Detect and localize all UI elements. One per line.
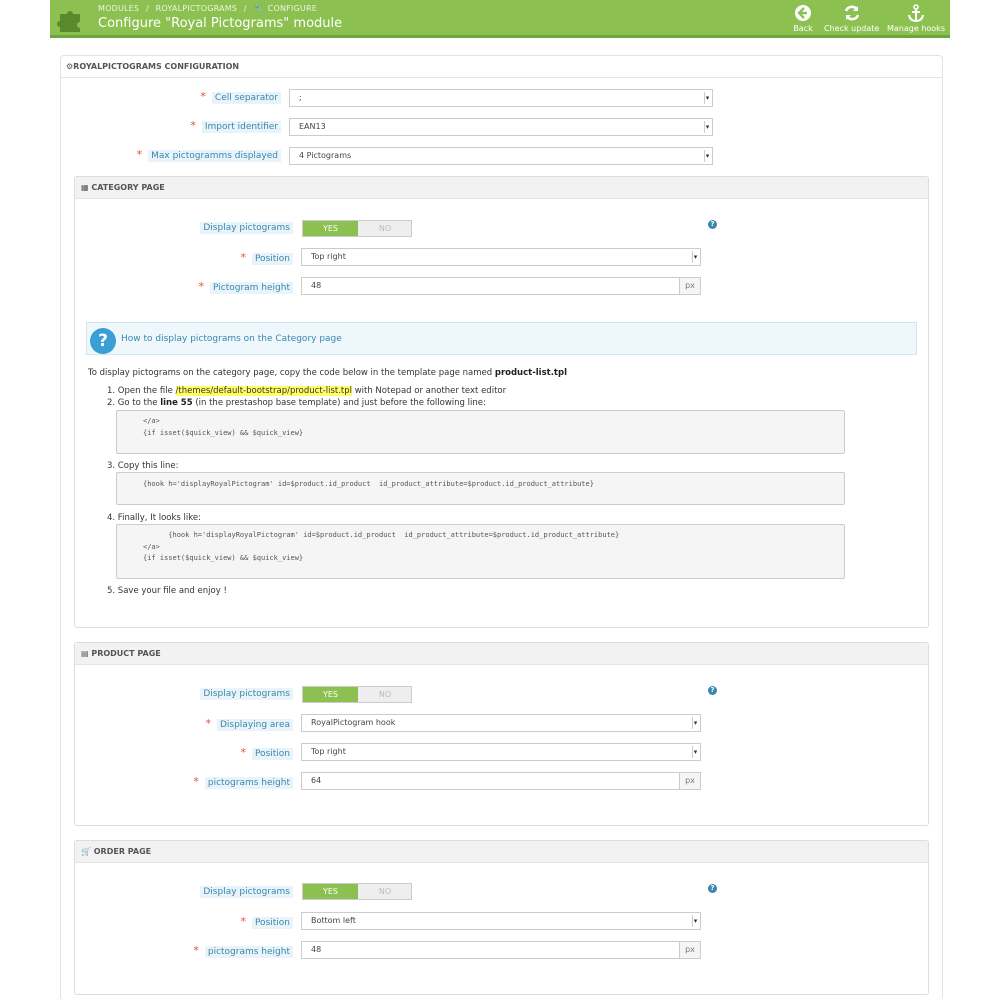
product-height-input[interactable]: 64 xyxy=(301,772,681,790)
info-alert-title: How to display pictograms on the Category page xyxy=(121,334,342,344)
code-block-1: </a> {if isset($quick_view) && $quick_view} xyxy=(116,410,845,454)
breadcrumb-modules[interactable]: MODULES xyxy=(98,4,140,13)
product-position-label: * Position xyxy=(240,746,293,759)
product-page-panel xyxy=(74,642,929,826)
chevron-down-icon: ▾ xyxy=(693,253,698,261)
help-intro: To display pictograms on the category page, copy the code below in the template page named product-list.tpl xyxy=(88,368,567,378)
order-display-switch[interactable] xyxy=(302,883,412,900)
help-step-3: 3. Copy this line: xyxy=(107,461,179,471)
order-height-label: * pictograms height xyxy=(193,944,293,957)
chevron-down-icon: ▾ xyxy=(693,917,698,925)
order-height-input[interactable]: 48 xyxy=(301,941,681,959)
back-label: Back xyxy=(793,24,813,33)
unit-addon: px xyxy=(679,941,701,959)
manage-hooks-label: Manage hooks xyxy=(887,24,945,33)
wrench-icon: 🔧 xyxy=(253,4,264,13)
check-update-button[interactable] xyxy=(824,4,879,33)
order-position-label: * Position xyxy=(240,915,293,928)
category-display-label: Display pictograms xyxy=(200,223,293,233)
cell-separator-select[interactable]: ; ▾ xyxy=(289,89,713,107)
anchor-icon xyxy=(906,4,926,22)
help-icon[interactable]: ? xyxy=(708,884,717,893)
chevron-down-icon: ▾ xyxy=(705,123,710,131)
switch-no[interactable]: NO xyxy=(378,224,392,233)
help-step-1: 1. Open the file /themes/default-bootstrap/product-list.tpl with Notepad or another text editor xyxy=(107,386,507,396)
grid-icon: ▦ xyxy=(81,183,92,192)
product-area-select[interactable]: RoyalPictogram hook ▾ xyxy=(301,714,701,732)
category-position-label: * Position xyxy=(240,251,293,264)
help-icon[interactable]: ? xyxy=(708,220,717,229)
manage-hooks-button[interactable] xyxy=(887,4,945,33)
product-panel-heading: ▤ PRODUCT PAGE xyxy=(75,643,928,665)
gears-icon: ⚙ xyxy=(66,62,74,71)
check-update-label: Check update xyxy=(824,24,880,33)
product-height-label: * pictograms height xyxy=(193,775,293,788)
chevron-down-icon: ▾ xyxy=(705,152,710,160)
puzzle-icon xyxy=(56,4,86,34)
back-circle-icon xyxy=(793,4,813,22)
divider xyxy=(61,77,942,78)
code-block-3: {hook h='displayRoyalPictogram' id=$product.id_product id_product_attribute=$product.id_product_attribute} </a> {if isset($quick_view) && $quick_view} xyxy=(116,524,845,579)
order-panel-heading: 🛒 ORDER PAGE xyxy=(75,841,928,863)
category-height-input[interactable]: 48 xyxy=(301,277,681,295)
cell-separator-label: * Cell separator xyxy=(200,90,281,103)
back-button[interactable] xyxy=(793,4,813,33)
book-icon: ▤ xyxy=(81,649,92,658)
breadcrumb-royalpictograms[interactable]: ROYALPICTOGRAMS xyxy=(155,4,238,13)
category-position-select[interactable]: Top right ▾ xyxy=(301,248,701,266)
help-step-5: 5. Save your file and enjoy ! xyxy=(107,586,227,596)
switch-yes[interactable]: YES xyxy=(303,687,358,702)
unit-addon: px xyxy=(679,772,701,790)
max-pictograms-select[interactable]: 4 Pictograms ▾ xyxy=(289,147,713,165)
page-title: Configure "Royal Pictograms" module xyxy=(98,16,343,31)
breadcrumb-configure: CONFIGURE xyxy=(267,4,317,13)
switch-no[interactable]: NO xyxy=(378,887,392,896)
config-panel-title: ⚙ROYALPICTOGRAMS CONFIGURATION xyxy=(66,62,240,71)
product-display-label: Display pictograms xyxy=(200,689,293,699)
product-area-label: * Displaying area xyxy=(205,717,293,730)
help-icon[interactable]: ? xyxy=(708,686,717,695)
unit-addon: px xyxy=(679,277,701,295)
help-step-2: 2. Go to the line 55 (in the prestashop base template) and just before the following line: xyxy=(107,398,486,408)
category-display-switch[interactable] xyxy=(302,220,412,237)
breadcrumb: MODULES / ROYALPICTOGRAMS / 🔧 CONFIGURE xyxy=(98,4,317,13)
switch-yes[interactable]: YES xyxy=(303,884,358,899)
product-position-select[interactable]: Top right ▾ xyxy=(301,743,701,761)
switch-no[interactable]: NO xyxy=(378,690,392,699)
import-identifier-select[interactable]: EAN13 ▾ xyxy=(289,118,713,136)
import-identifier-label: * Import identifier xyxy=(190,119,281,132)
chevron-down-icon: ▾ xyxy=(705,94,710,102)
code-block-2: {hook h='displayRoyalPictogram' id=$product.id_product id_product_attribute=$product.id_product_attribute} xyxy=(116,472,845,505)
category-panel-heading: ▦ CATEGORY PAGE xyxy=(75,177,928,199)
order-position-select[interactable]: Bottom left ▾ xyxy=(301,912,701,930)
question-circle-icon: ? xyxy=(90,328,116,354)
refresh-icon xyxy=(842,4,862,22)
page-header xyxy=(50,0,950,38)
chevron-down-icon: ▾ xyxy=(693,748,698,756)
category-height-label: * Pictogram height xyxy=(199,280,293,293)
product-display-switch[interactable] xyxy=(302,686,412,703)
switch-yes[interactable]: YES xyxy=(303,221,358,236)
help-step-4: 4. Finally, It looks like: xyxy=(107,513,201,523)
chevron-down-icon: ▾ xyxy=(693,719,698,727)
order-display-label: Display pictograms xyxy=(200,887,293,897)
cart-icon: 🛒 xyxy=(81,847,94,856)
max-pictograms-label: * Max pictogramms displayed xyxy=(137,148,281,161)
